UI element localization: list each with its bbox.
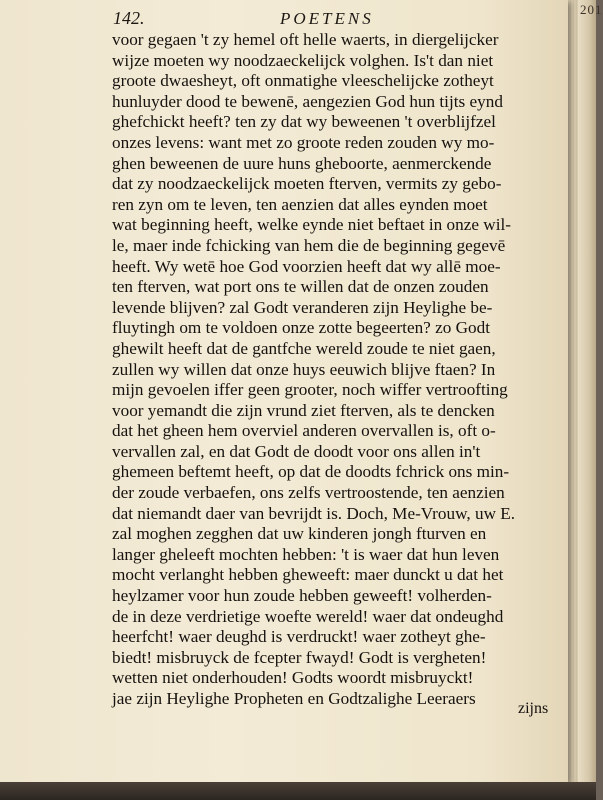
text-line: wat beginning heeft, welke eynde niet beftaet in onze wil- <box>112 215 511 235</box>
text-line: ghefchickt heeft? ten zy dat wy beweenen 't overblijfzel <box>112 112 496 132</box>
text-line: le, maer inde fchicking van hem die de beginning gegevē <box>112 235 506 255</box>
text-line: voor yemandt die zijn vrund ziet fterven, als te dencken <box>112 400 495 420</box>
text-line: wijze moeten wy noodzaeckelijck volghen. Is't dan niet <box>112 50 494 70</box>
text-line: biedt! misbruyck de fcepter fwayd! Godt is vergheten! <box>112 647 487 667</box>
text-line: vervallen zal, en dat Godt de doodt voor ons allen in't <box>112 441 481 461</box>
text-line: dat het gheen hem overviel anderen overvallen is, oft o- <box>112 421 496 441</box>
text-line: jae zijn Heylighe Propheten en Godtzalighe Leeraers <box>112 689 476 708</box>
text-line: hunluyder dood te bewenē, aengezien God hun tijts eynd <box>112 91 503 111</box>
text-line: levende blijven? zal Godt veranderen zijn Heylighe be- <box>112 297 493 317</box>
text-line: zal moghen zegghen dat uw kinderen jongh fturven en <box>112 524 487 544</box>
scan-bottom-edge <box>0 782 596 800</box>
text-line: ten fterven, wat port ons te willen dat de onzen zouden <box>112 277 489 297</box>
text-line: zullen wy willen dat onze huys eeuwich blijve ftaen? In <box>112 359 496 379</box>
text-line: langer gheleeft mochten hebben: 't is waer dat hun leven <box>112 544 500 564</box>
body-text <box>112 30 558 710</box>
next-page-number: 201 <box>580 2 603 17</box>
text-line: ren zyn om te leven, ten aenzien dat alles eynden moet <box>112 194 488 214</box>
text-line: heylzamer voor hun zoude hebben geweeft! volherden- <box>112 586 492 606</box>
text-line: heerfcht! waer deughd is verdruckt! waer zotheyt ghe- <box>112 627 486 647</box>
text-line: de in deze verdrietige woefte wereld! waer dat ondeughd <box>112 606 504 626</box>
text-line: mijn gevoelen iffer geen grooter, noch wiffer vertroofting <box>112 380 508 400</box>
running-head: POETENS <box>280 9 374 28</box>
page-number: 142. <box>113 8 145 28</box>
text-line: groote dwaesheyt, oft onmatighe vleeschelijcke zotheyt <box>112 71 494 91</box>
text-line: voor gegaen 't zy hemel oft helle waerts, in diergelijcker <box>112 30 499 49</box>
text-line: der zoude verbaefen, ons zelfs vertroostende, ten aenzien <box>112 483 505 503</box>
text-line: dat niemandt daer van bevrijdt is. Doch, Me-Vrouw, uw E. <box>112 503 516 523</box>
text-line: ghemeen beftemt heeft, op dat de doodts fchrick ons min- <box>112 462 510 482</box>
text-line: heeft. Wy wetē hoe God voorzien heeft dat wy allē moe- <box>112 256 501 276</box>
text-line: dat zy noodzaeckelijck moeten fterven, vermits zy gebo- <box>112 174 502 194</box>
text-line: onzes levens: want met zo groote reden zouden wy mo- <box>112 132 495 152</box>
text-line: mocht verlanght hebben gheweeft: maer dunckt u dat het <box>112 565 504 585</box>
text-line: wetten niet onderhouden! Godts woordt misbruyckt! <box>112 668 474 688</box>
text-line: ghewilt heeft dat de gantfche wereld zoude te niet gaen, <box>112 338 496 358</box>
catchword: zijns <box>518 700 549 717</box>
text-line: fluytingh om te voldoen onze zotte begeerten? zo Godt <box>112 318 490 338</box>
text-line: ghen beweenen de uure huns gheboorte, aenmerckende <box>112 153 492 173</box>
next-page-edge <box>578 0 596 790</box>
